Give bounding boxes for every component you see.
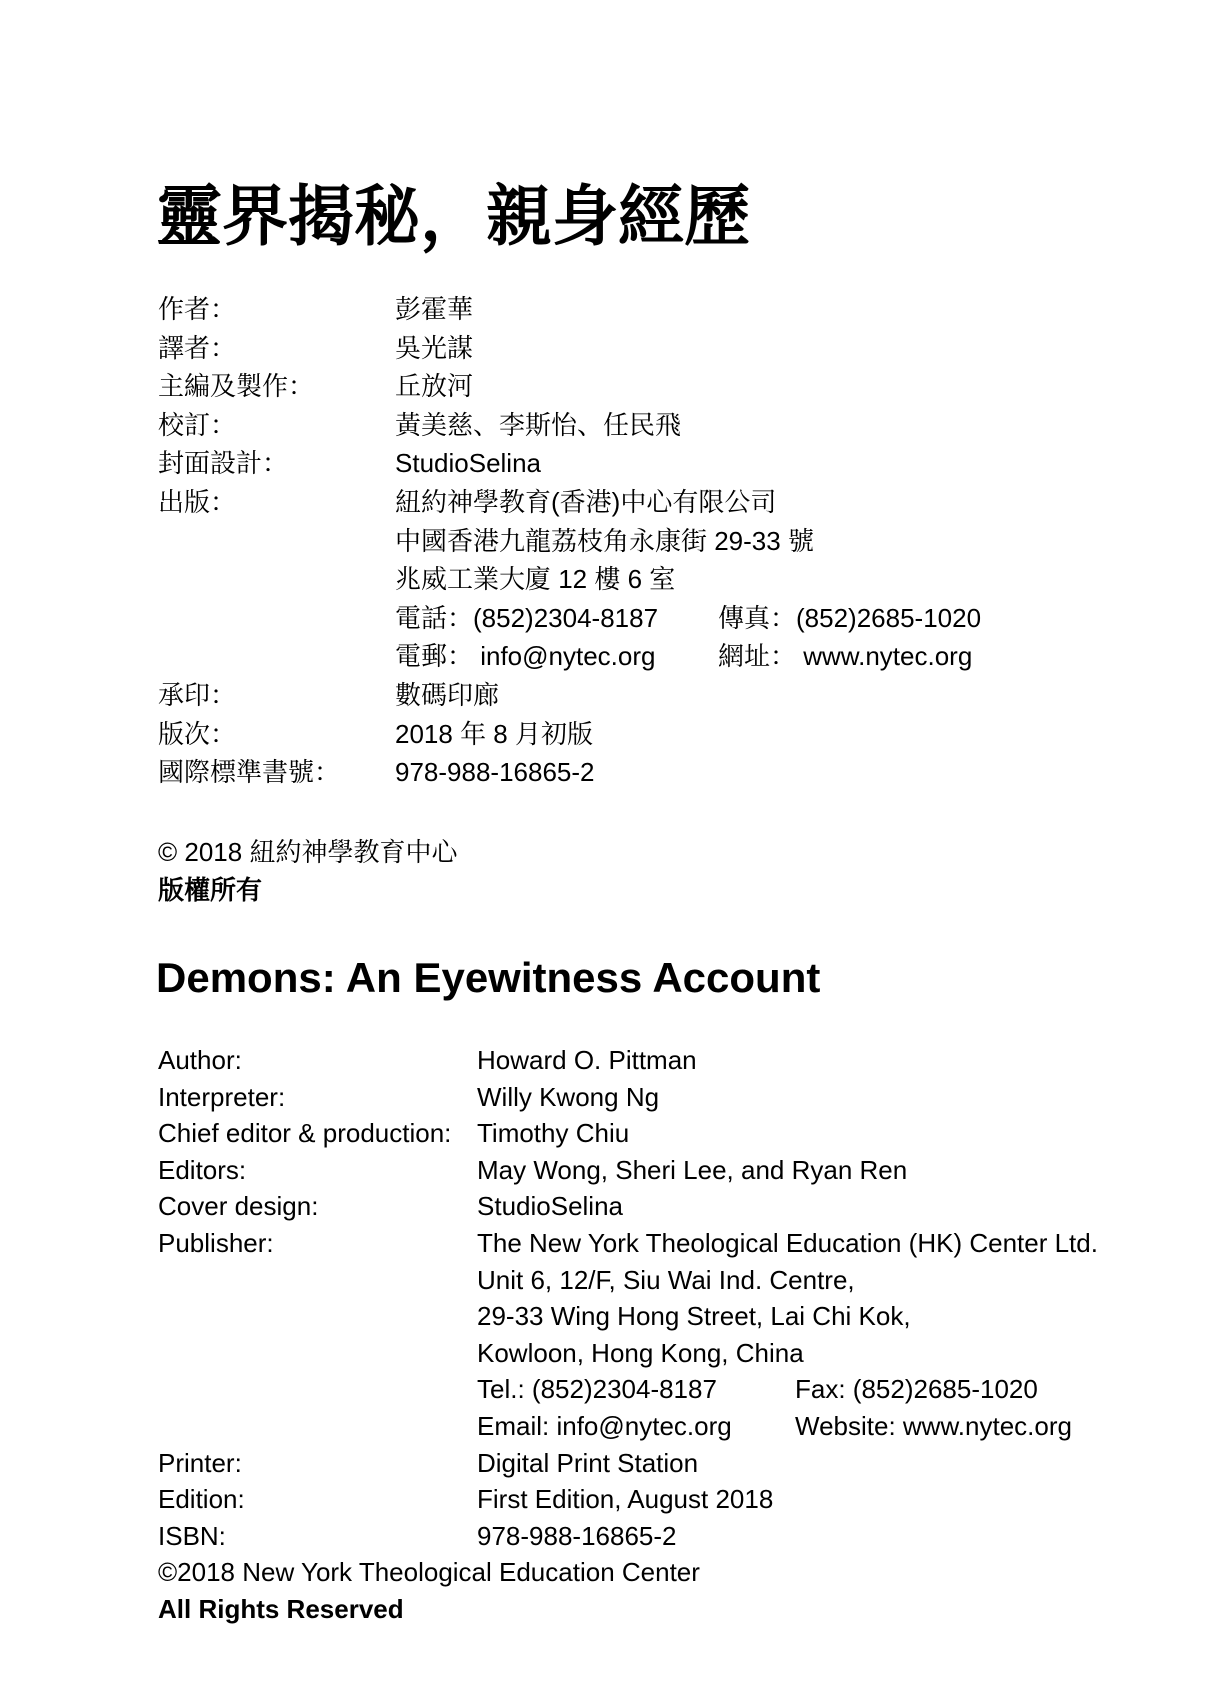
address-text: 中國香港九龍荔枝角永康街 29-33 號	[395, 525, 814, 556]
phone-text: 電話：(852)2304-8187	[395, 602, 659, 633]
credit-row-chief-editor	[158, 367, 981, 406]
credit-label: Cover design:	[158, 1191, 319, 1222]
english-book-title: Demons: An Eyewitness Account	[156, 954, 821, 1001]
phone-text: Tel.: (852)2304-8187	[477, 1374, 717, 1405]
label-indent	[158, 1335, 477, 1372]
credit-label: Publisher:	[158, 1227, 274, 1258]
credit-label: 作者：	[158, 294, 237, 324]
credit-value: 黃美慈、李斯怡、任民飛	[395, 409, 682, 440]
credit-value: The New York Theological Education (HK) Center Ltd.	[477, 1227, 1098, 1258]
email-text: Email: info@nytec.org	[477, 1410, 732, 1441]
credit-value: Digital Print Station	[477, 1447, 699, 1478]
rights-text: All Rights Reserved	[158, 1593, 404, 1624]
credit-label: Interpreter:	[158, 1081, 286, 1112]
credit-value: Willy Kwong Ng	[477, 1081, 660, 1112]
chinese-copyright-block	[158, 833, 457, 909]
publisher-address-line	[158, 522, 981, 561]
credit-value: StudioSelina	[477, 1191, 623, 1222]
credit-label: 版次：	[158, 718, 237, 749]
label-indent	[158, 522, 395, 561]
english-credits-list	[158, 1042, 1098, 1628]
credit-row-printer	[158, 676, 981, 715]
address-text: Unit 6, 12/F, Siu Wai Ind. Centre,	[477, 1264, 855, 1295]
credit-row-cover-design	[158, 1188, 1098, 1225]
publisher-email-web-line	[158, 1408, 1098, 1445]
publisher-phone-fax-line	[158, 1371, 1098, 1408]
label-indent	[158, 1371, 477, 1408]
credit-value: 數碼印廊	[395, 679, 500, 710]
publisher-email-web-line	[158, 637, 981, 676]
chinese-credits-list	[158, 290, 981, 792]
publisher-address-line	[158, 1335, 1098, 1372]
credit-label: 封面設計：	[158, 448, 289, 479]
credit-row-printer	[158, 1445, 1098, 1482]
credit-value: 978-988-16865-2	[395, 757, 595, 788]
credit-row-editors	[158, 406, 981, 445]
label-indent	[158, 1408, 477, 1445]
credit-row-editors	[158, 1152, 1098, 1189]
credit-value: Timothy Chiu	[477, 1118, 630, 1149]
email-text: 電郵： info@nytec.org	[395, 641, 656, 672]
copyright-notice: © 2018 紐約神學教育中心	[158, 837, 458, 867]
credit-label: 國際標準書號：	[158, 757, 341, 788]
credit-label: Author:	[158, 1045, 242, 1075]
publisher-address-line	[158, 560, 981, 599]
credit-row-edition	[158, 715, 981, 754]
credit-value: First Edition, August 2018	[477, 1484, 774, 1515]
credit-row-chief-editor	[158, 1115, 1098, 1152]
credit-label: Editors:	[158, 1154, 247, 1185]
website-text: Website: www.nytec.org	[795, 1410, 1072, 1441]
credit-row-author	[158, 1042, 1098, 1079]
label-indent	[158, 1262, 477, 1299]
fax-text: Fax: (852)2685-1020	[795, 1374, 1038, 1405]
label-indent	[158, 1298, 477, 1335]
credit-row-publisher	[158, 483, 981, 522]
credit-label: 譯者：	[158, 332, 237, 363]
credit-label: Chief editor & production:	[158, 1118, 452, 1149]
credit-value: 吳光謀	[395, 332, 474, 363]
credit-value: StudioSelina	[395, 448, 541, 479]
publisher-address-line	[158, 1262, 1098, 1299]
website-text: 網址： www.nytec.org	[718, 641, 973, 672]
credit-value: May Wong, Sheri Lee, and Ryan Ren	[477, 1154, 908, 1185]
credit-value: 紐約神學教育(香港)中心有限公司	[395, 486, 777, 517]
credit-label: Printer:	[158, 1447, 242, 1478]
credit-label: Edition:	[158, 1484, 245, 1515]
address-text: 兆威工業大廈 12 樓 6 室	[395, 564, 676, 595]
copyright-text: ©2018 New York Theological Education Center	[158, 1557, 700, 1588]
credit-value: Howard O. Pittman	[477, 1045, 697, 1075]
credit-label: 主編及製作：	[158, 371, 315, 402]
credit-label: 出版：	[158, 486, 237, 517]
publisher-address-line	[158, 1298, 1098, 1335]
rights-reserved	[158, 1591, 1098, 1628]
credit-value: 2018 年 8 月初版	[395, 718, 593, 749]
publisher-phone-fax-line	[158, 599, 981, 638]
credit-row-publisher	[158, 1225, 1098, 1262]
credit-value: 丘放河	[395, 371, 474, 402]
credit-row-isbn	[158, 753, 981, 792]
credit-row-author	[158, 290, 981, 329]
credit-row-isbn	[158, 1518, 1098, 1555]
fax-text: 傳真：(852)2685-1020	[718, 602, 982, 633]
address-text: 29-33 Wing Hong Street, Lai Chi Kok,	[477, 1301, 911, 1332]
rights-reserved: 版權所有	[158, 875, 263, 905]
credit-value: 彭霍華	[395, 294, 474, 324]
credit-label: 承印：	[158, 679, 237, 710]
label-indent	[158, 637, 395, 676]
credit-row-translator	[158, 329, 981, 368]
chinese-book-title: 靈界揭秘，親身經歷	[156, 179, 750, 253]
copyright-notice	[158, 1554, 1098, 1591]
credit-value: 978-988-16865-2	[477, 1520, 677, 1551]
label-indent	[158, 599, 395, 638]
label-indent	[158, 560, 395, 599]
credit-row-cover-design	[158, 444, 981, 483]
credit-label: 校訂：	[158, 409, 237, 440]
credit-label: ISBN:	[158, 1520, 226, 1551]
credit-row-interpreter	[158, 1079, 1098, 1116]
credit-row-edition	[158, 1481, 1098, 1518]
address-text: Kowloon, Hong Kong, China	[477, 1337, 804, 1368]
